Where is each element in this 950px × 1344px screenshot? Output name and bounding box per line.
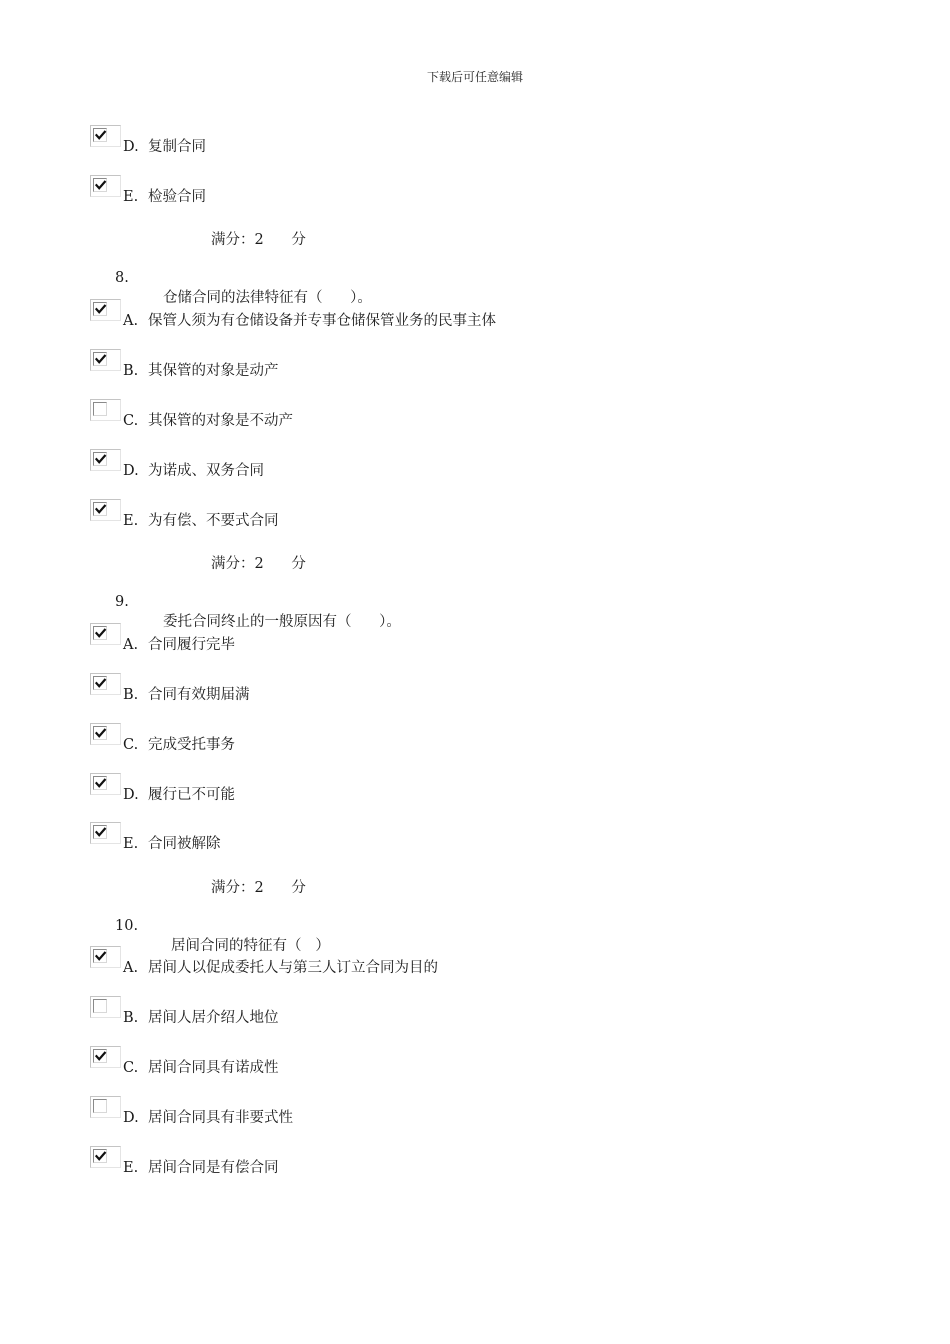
checkbox[interactable] xyxy=(90,822,121,844)
question-text: 居间合同的特征有（ ） xyxy=(171,938,330,954)
option-letter: B. xyxy=(123,363,139,379)
option-letter: B. xyxy=(123,687,139,703)
page-header: 下载后可任意编辑 xyxy=(426,70,523,84)
option-label: 为诺成、双务合同 xyxy=(148,463,264,479)
check-icon xyxy=(94,503,107,516)
option-letter: C. xyxy=(123,737,139,753)
checkbox[interactable] xyxy=(90,299,121,321)
question-text: 委托合同终止的一般原因有（ ）。 xyxy=(163,614,401,630)
checkbox[interactable] xyxy=(90,623,121,645)
checkbox[interactable] xyxy=(90,673,121,695)
check-icon xyxy=(94,303,107,316)
question-number: 9. xyxy=(115,594,129,610)
checkbox[interactable] xyxy=(90,1096,121,1118)
check-icon xyxy=(94,727,107,740)
check-icon xyxy=(94,129,107,142)
checkbox[interactable] xyxy=(90,349,121,371)
check-icon xyxy=(94,179,107,192)
option-label: 复制合同 xyxy=(148,139,206,155)
option-letter: E. xyxy=(123,1160,139,1176)
option-letter: D. xyxy=(123,787,139,803)
question-number: 8. xyxy=(115,270,129,286)
option-letter: D. xyxy=(123,139,139,155)
option-letter: A. xyxy=(123,960,139,976)
option-label: 居间人居介绍人地位 xyxy=(148,1010,279,1026)
option-label: 其保管的对象是动产 xyxy=(148,363,279,379)
option-label: 履行已不可能 xyxy=(148,787,235,803)
checkbox[interactable] xyxy=(90,1046,121,1068)
check-icon xyxy=(94,1150,107,1163)
check-icon xyxy=(94,353,107,366)
option-label: 合同被解除 xyxy=(148,836,221,852)
check-icon xyxy=(94,950,107,963)
checkbox[interactable] xyxy=(90,1146,121,1168)
option-letter: A. xyxy=(123,637,139,653)
option-label: 其保管的对象是不动产 xyxy=(148,413,293,429)
checkbox[interactable] xyxy=(90,399,121,421)
question-heading xyxy=(0,578,401,630)
option-letter: E. xyxy=(123,189,139,205)
check-icon xyxy=(94,677,107,690)
check-icon xyxy=(94,627,107,640)
option-label: 居间人以促成委托人与第三人订立合同为目的 xyxy=(148,960,438,976)
checkbox[interactable] xyxy=(90,723,121,745)
option-letter: C. xyxy=(123,413,139,429)
option-letter: A. xyxy=(123,313,139,329)
option-label: 检验合同 xyxy=(148,189,206,205)
score-label: 满分：2 分 xyxy=(211,880,306,896)
checkbox[interactable] xyxy=(90,773,121,795)
question-heading xyxy=(0,254,372,306)
option-letter: C. xyxy=(123,1060,139,1076)
checkbox[interactable] xyxy=(90,125,121,147)
option-label: 居间合同是有偿合同 xyxy=(148,1160,279,1176)
option-letter: D. xyxy=(123,1110,139,1126)
option-label: 居间合同具有非要式性 xyxy=(148,1110,293,1126)
option-letter: E. xyxy=(123,513,139,529)
option-label: 合同履行完毕 xyxy=(148,637,235,653)
option-label: 完成受托事务 xyxy=(148,737,235,753)
option-letter: D. xyxy=(123,463,139,479)
option-label: 居间合同具有诺成性 xyxy=(148,1060,279,1076)
check-icon xyxy=(94,826,107,839)
question-heading xyxy=(0,902,330,954)
question-text: 仓储合同的法律特征有（ ）。 xyxy=(163,290,372,306)
option-letter: B. xyxy=(123,1010,139,1026)
checkbox[interactable] xyxy=(90,996,121,1018)
checkbox[interactable] xyxy=(90,946,121,968)
question-number: 10. xyxy=(115,918,139,934)
option-label: 为有偿、不要式合同 xyxy=(148,513,279,529)
check-icon xyxy=(94,1050,107,1063)
check-icon xyxy=(94,777,107,790)
option-label: 保管人须为有仓储设备并专事仓储保管业务的民事主体 xyxy=(148,313,496,329)
option-letter: E. xyxy=(123,836,139,852)
checkbox[interactable] xyxy=(90,175,121,197)
checkbox[interactable] xyxy=(90,499,121,521)
check-icon xyxy=(94,453,107,466)
checkbox[interactable] xyxy=(90,449,121,471)
score-label: 满分：2 分 xyxy=(211,556,306,572)
score-label: 满分：2 分 xyxy=(211,232,306,248)
option-label: 合同有效期届满 xyxy=(148,687,250,703)
